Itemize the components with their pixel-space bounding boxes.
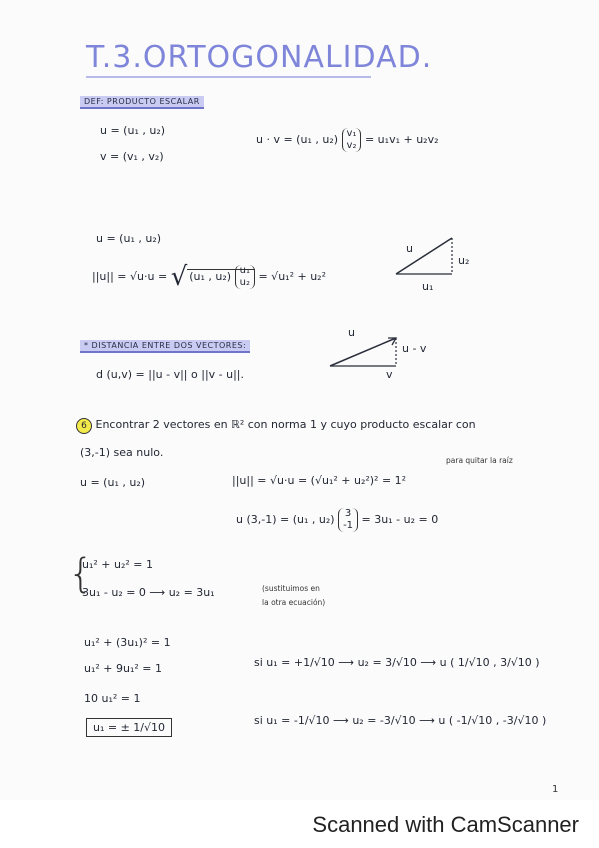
page-title: T.3.ORTOGONALIDAD.: [86, 40, 433, 75]
substitution-note-1: (sustituimos en: [262, 584, 320, 593]
diagram-u-label: u: [348, 326, 355, 339]
system-equation-2: 3u₁ - u₂ = 0 ⟶ u₂ = 3u₁: [82, 586, 215, 599]
norm-column-vector: [235, 265, 255, 289]
norm-lhs: ||u|| = √u·u: [92, 270, 155, 283]
vec-top: v₁: [346, 128, 357, 139]
boxed-result: u₁ = ± 1/√10: [86, 718, 172, 737]
v-definition: v = (v₁ , v₂): [100, 150, 164, 163]
case-negative: si u₁ = -1/√10 ⟶ u₂ = -3/√10 ⟶ u ( -1/√10 , -3/√10 ): [254, 714, 547, 727]
root-vector: (u₁ , u₂): [189, 270, 232, 283]
def-heading: DEF: PRODUCTO ESCALAR: [80, 96, 204, 109]
norm-eq: =: [157, 270, 168, 283]
exercise-number: 6: [76, 418, 92, 434]
title-underline: [86, 76, 371, 78]
exercise-norm-equation: ||u|| = √u·u = (√u₁² + u₂²)² = 1²: [232, 474, 407, 487]
norm-vec-top: u₁: [239, 265, 250, 276]
norm-result: = √u₁² + u₂²: [258, 270, 326, 283]
u-definition: u = (u₁ , u₂): [100, 124, 166, 137]
triangle-base-label: u₁: [422, 280, 434, 293]
dot-product-formula: [256, 128, 439, 152]
solve-step-1: u₁² + (3u₁)² = 1: [84, 636, 171, 649]
dot-rhs: = u₁v₁ + u₂v₂: [364, 133, 439, 146]
case-positive: si u₁ = +1/√10 ⟶ u₂ = 3/√10 ⟶ u ( 1/√10 , 3/√10 ): [254, 656, 540, 669]
diagram-u-minus-v-label: u - v: [402, 342, 427, 355]
page-number: 1: [552, 784, 559, 795]
distance-formula: d (u,v) = ||u - v|| o ||v - u||.: [96, 368, 245, 381]
dot-lhs: u · v = (u₁ , u₂): [256, 133, 339, 146]
vector-difference-diagram: [328, 334, 408, 374]
root-content: [187, 265, 255, 288]
exercise-vec-bottom: -1: [343, 520, 354, 531]
distance-heading: * DISTANCIA ENTRE DOS VECTORES:: [80, 340, 250, 353]
column-vector: [342, 128, 362, 152]
statement-line-1: Encontrar 2 vectores en ℝ² con norma 1 y cuyo producto escalar con: [95, 418, 476, 431]
norm-side-note: para quitar la raíz: [446, 456, 513, 465]
system-equation-1: u₁² + u₂² = 1: [82, 558, 154, 571]
exercise-u-definition: u = (u₁ , u₂): [80, 476, 146, 489]
norm-u-definition: u = (u₁ , u₂): [96, 232, 162, 245]
diagram-v-label: v: [386, 368, 393, 381]
triangle-hyp-label: u: [406, 242, 413, 255]
statement-line-2: (3,-1) sea nulo.: [80, 446, 164, 459]
solve-step-2: u₁² + 9u₁² = 1: [84, 662, 162, 675]
solve-step-3: 10 u₁² = 1: [84, 692, 141, 705]
exercise-vec-top: 3: [344, 508, 352, 519]
exercise-dot-equation: [236, 508, 438, 532]
camscanner-watermark: Scanned with CamScanner: [312, 812, 579, 837]
substitution-note-2: la otra ecuación): [262, 598, 326, 607]
exercise-column-vector: [338, 508, 358, 532]
scan-footer: [0, 800, 599, 848]
root-sign: √: [170, 262, 188, 292]
norm-formula: [92, 262, 326, 292]
triangle-vertical-label: u₂: [458, 254, 470, 267]
system-brace: {: [68, 551, 94, 597]
exercise-dot-lhs: u (3,-1) = (u₁ , u₂): [236, 513, 335, 526]
vec-bottom: v₂: [346, 140, 357, 151]
exercise-dot-rhs: = 3u₁ - u₂ = 0: [361, 513, 439, 526]
norm-vec-bottom: u₂: [239, 277, 250, 288]
exercise-statement: [76, 418, 476, 434]
